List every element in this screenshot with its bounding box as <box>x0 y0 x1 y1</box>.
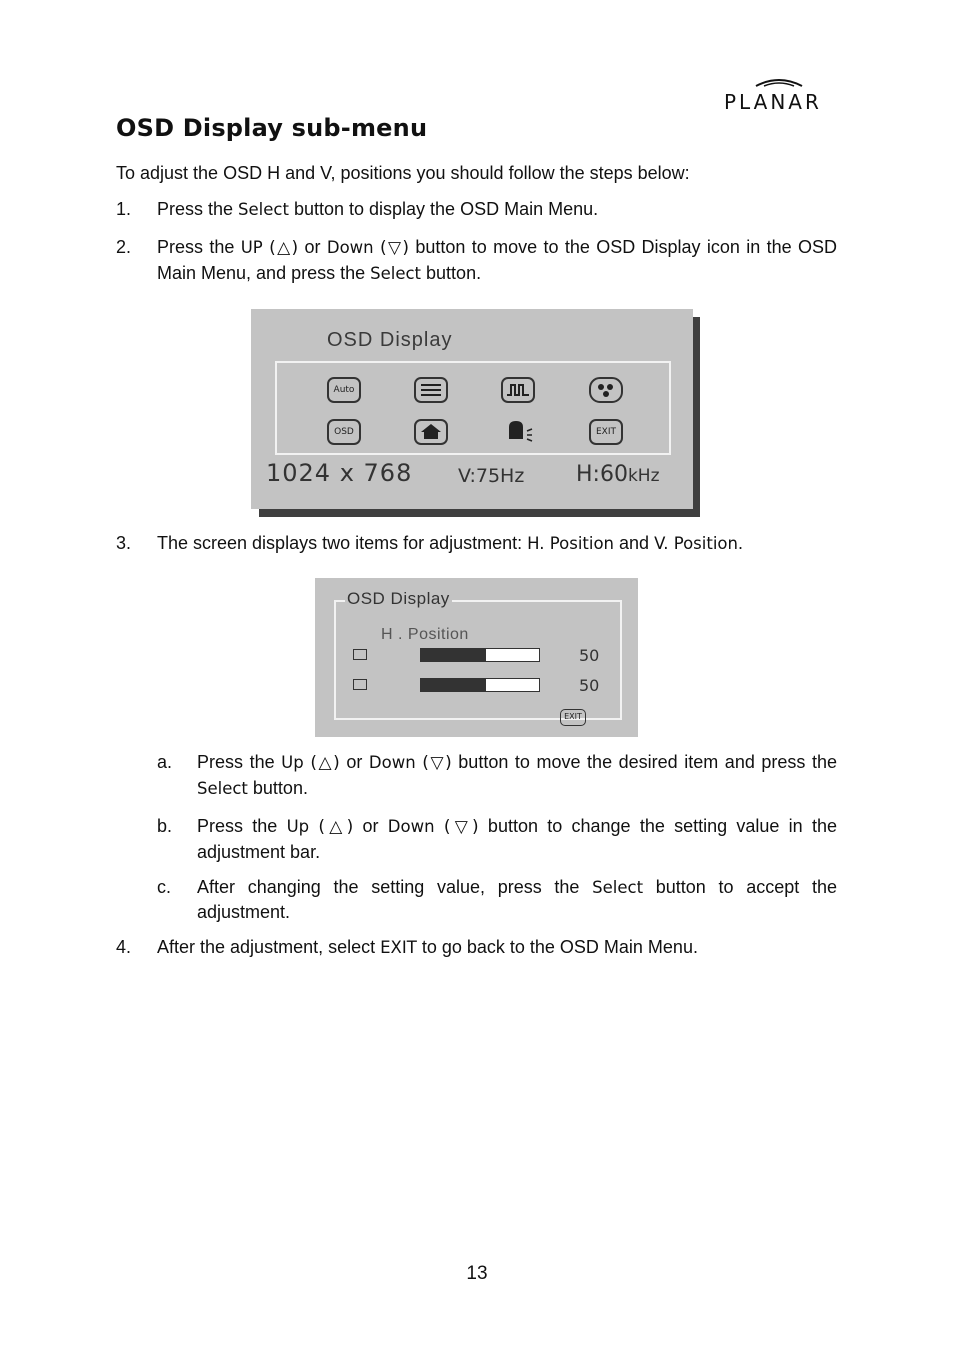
step-text: Press the Select button to display the OSD Main Menu. <box>157 199 599 219</box>
osd-panel <box>251 309 693 509</box>
osd-main-menu-screenshot <box>251 309 701 518</box>
home-icon <box>414 419 448 445</box>
auto-icon: Auto <box>327 377 361 403</box>
v-position-fill <box>421 679 486 691</box>
step-number: 2. <box>116 237 132 257</box>
substep-letter: c. <box>157 877 172 897</box>
osd-title: OSD Display <box>327 329 453 351</box>
planar-logo <box>724 76 840 116</box>
osd-icon-grid <box>275 361 671 455</box>
page-number: 13 <box>466 1263 488 1284</box>
substep-text: Press the Up (△) or Down (▽) button to move the desired item and press the Select button. <box>197 752 838 798</box>
substep-text: After changing the setting value, press the Select button to accept the adjustment. <box>197 877 837 922</box>
h-position-icon <box>353 649 367 660</box>
step-number: 1. <box>116 199 132 219</box>
exit-icon: EXIT <box>589 419 623 445</box>
exit-icon: EXIT <box>560 709 586 726</box>
substep-text: Press the Up (△) or Down (▽) button to change the setting value in the adjustment bar. <box>197 816 837 862</box>
signal-wave-icon <box>501 377 535 403</box>
step-text: After the adjustment, select EXIT to go back to the OSD Main Menu. <box>157 937 698 957</box>
osd-title: OSD Display <box>347 589 450 608</box>
step-number: 3. <box>116 533 132 553</box>
v-position-icon <box>353 679 367 690</box>
selected-item-label: H . Position <box>381 626 469 643</box>
audio-speaker-icon <box>505 419 535 443</box>
osd-display-submenu-screenshot <box>315 578 638 737</box>
vertical-frequency: V:75Hz <box>458 465 525 487</box>
resolution-readout: 1024 x 768 <box>266 459 413 487</box>
h-position-fill <box>421 649 486 661</box>
page-title: OSD Display sub-menu <box>116 114 428 142</box>
step-text: The screen displays two items for adjustment: H. Position and V. Position. <box>157 533 743 553</box>
color-palette-icon <box>589 377 623 403</box>
substep-letter: a. <box>157 752 173 772</box>
substep-letter: b. <box>157 816 173 836</box>
osd-icon: OSD <box>327 419 361 445</box>
intro-text: To adjust the OSD H and V, positions you should follow the steps below: <box>116 163 690 183</box>
logo-swoosh-icon <box>754 76 804 88</box>
logo-text: PLANAR <box>724 90 822 114</box>
step-text: Press the UP (△) or Down (▽) button to move to the OSD Display icon in the OSD Main Menu, and press the Select button. <box>157 237 837 283</box>
menu-list-icon <box>414 377 448 403</box>
h-position-value: 50 <box>579 646 600 665</box>
step-number: 4. <box>116 937 132 957</box>
v-position-bar <box>420 678 540 692</box>
horizontal-frequency: H:60kHz <box>576 462 660 487</box>
v-position-value: 50 <box>579 676 600 695</box>
h-position-bar <box>420 648 540 662</box>
